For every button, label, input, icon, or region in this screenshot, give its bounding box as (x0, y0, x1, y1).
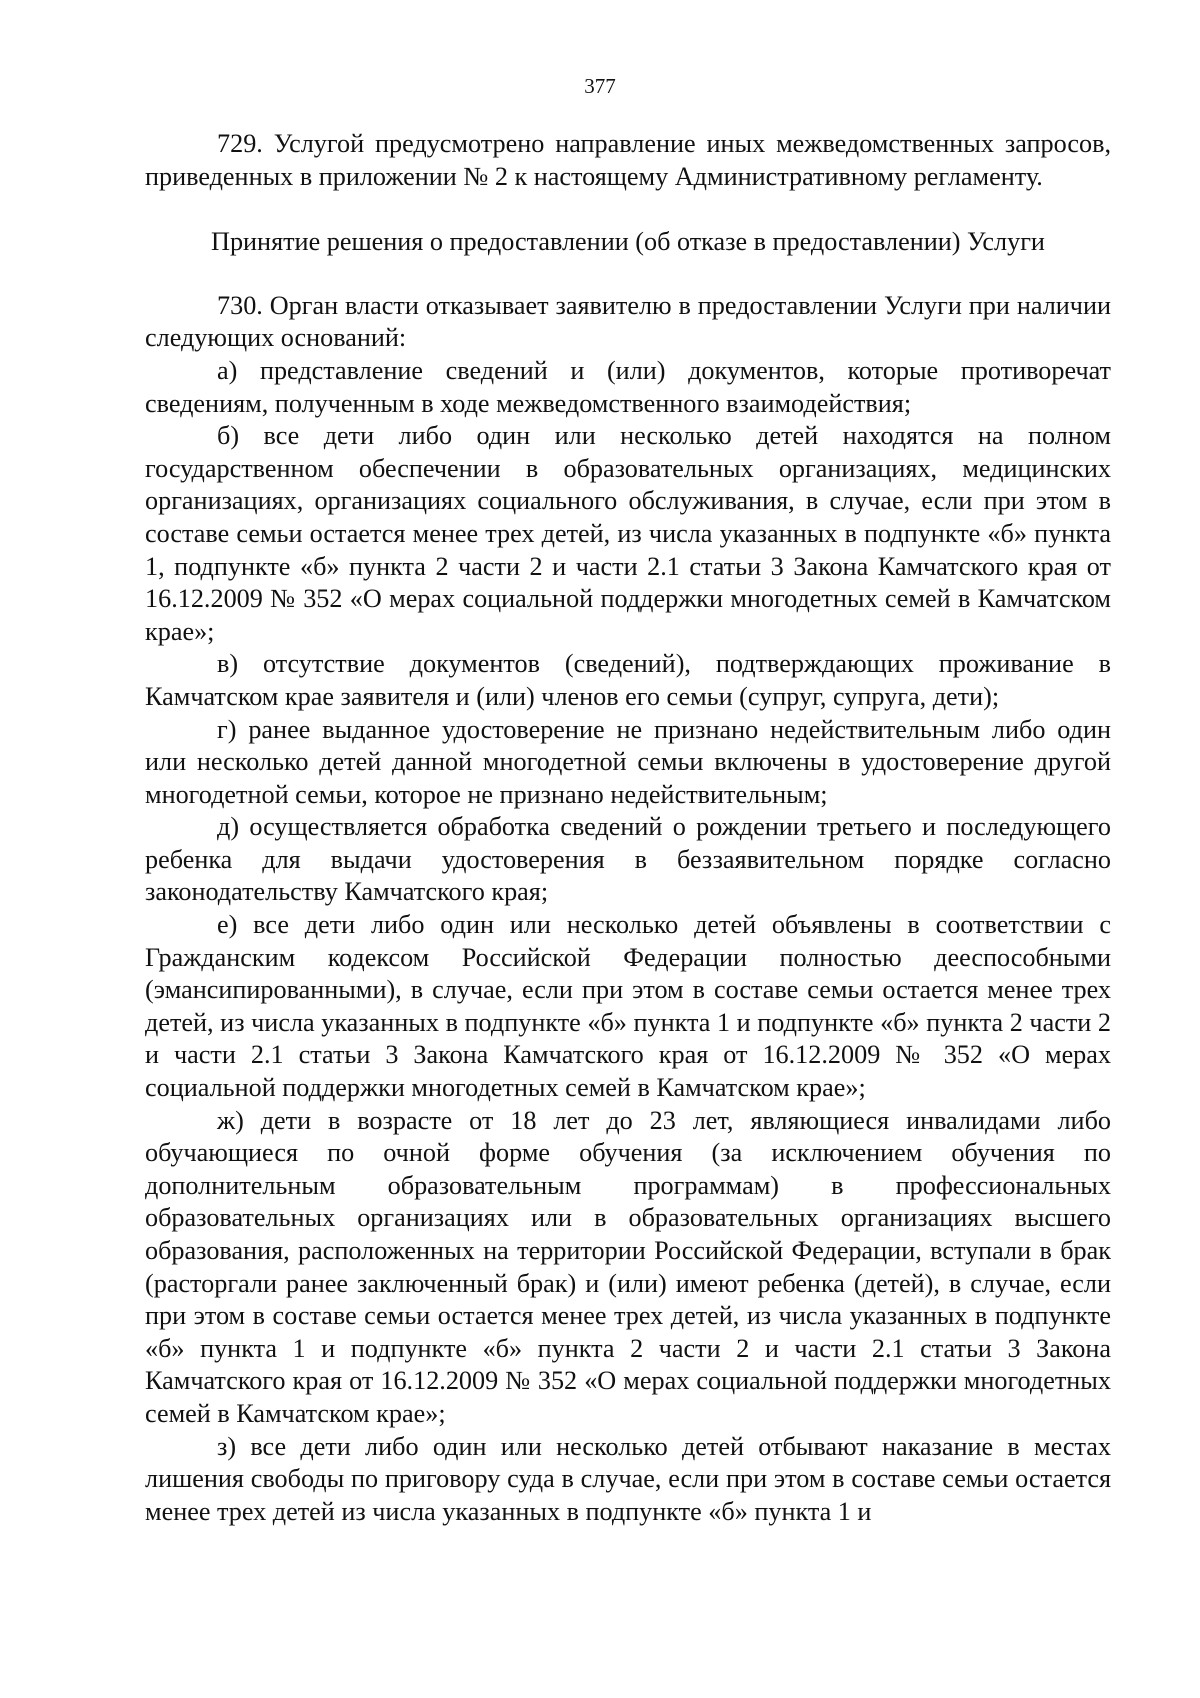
list-item-b: б) все дети либо один или несколько детей находятся на полном государственном обеспечении в образовательных организациях, медицинских организациях, организациях социального обслуживания, в случае, если при этом в составе семьи остается менее трех детей, из числа указанных в подпункте «б» пункта 1, подпункте «б» пункта 2 части 2 и части 2.1 статьи 3 Закона Камчатского края от 16.12.2009 № 352 «О мерах социальной поддержки многодетных семей в Камчатском крае»; (145, 421, 1111, 646)
paragraph-729: 729. Услугой предусмотрено направление иных межведомственных запросов, приведенных в приложении № 2 к настоящему Административному регламенту. (145, 129, 1111, 191)
section-heading: Принятие решения о предоставлении (об отказе в предоставлении) Услуги (211, 227, 1045, 257)
list-item-d: д) осуществляется обработка сведений о рождении третьего и последующего ребенка для выдачи удостоверения в беззаявительном порядке согласно законодательству Камчатского края; (145, 812, 1111, 907)
list-item-a: а) представление сведений и (или) документов, которые противоречат сведениям, полученным в ходе межведомственного взаимодействия; (145, 355, 1111, 418)
list-item-zh: ж) дети в возрасте от 18 лет до 23 лет, являющиеся инвалидами либо обучающиеся по очной форме обучения (за исключением обучения по дополнительным образовательным программам) в профессиональных образовательных организациях или в образовательных организациях высшего образования, расположенных на территории Российской Федерации, вступали в брак (расторгали ранее заключенный брак) и (или) имеют ребенка (детей), в случае, если при этом в составе семьи остается менее трех детей, из числа указанных в подпункте «б» пункта 1 и подпункте «б» пункта 2 части 2 и части 2.1 статьи 3 Закона Камчатского края от 16.12.2009 № 352 «О мерах социальной поддержки многодетных семей в Камчатском крае»; (145, 1105, 1111, 1428)
paragraph-730: 730. Орган власти отказывает заявителю в предоставлении Услуги при наличии следующих оснований: (145, 290, 1111, 353)
list-item-v: в) отсутствие документов (сведений), подтверждающих проживание в Камчатском крае заявителя и (или) членов его семьи (супруг, супруга, дети); (145, 649, 1111, 711)
list-item-z: з) все дети либо один или несколько детей отбывают наказание в местах лишения свободы по приговору суда в случае, если при этом в составе семьи остается менее трех детей из числа указанных в подпункте «б» пункта 1 и (145, 1431, 1111, 1526)
list-item-e: е) все дети либо один или несколько детей объявлены в соответствии с Гражданским кодексом Российской Федерации полностью дееспособными (эмансипированными), в случае, если при этом в составе семьи остается менее трех детей, из числа указанных в подпункте «б» пункта 1 и подпункте «б» пункта 2 части 2 и части 2.1 статьи 3 Закона Камчатского края от 16.12.2009 № 352 «О мерах социальной поддержки многодетных семей в Камчатском крае»; (145, 910, 1111, 1103)
document-body (145, 128, 1111, 1528)
page-number: 377 (584, 74, 616, 98)
list-item-g: г) ранее выданное удостоверение не признано недействительным либо один или несколько детей данной многодетной семьи включены в удостоверение другой многодетной семьи, которое не признано недействительным; (145, 714, 1111, 809)
